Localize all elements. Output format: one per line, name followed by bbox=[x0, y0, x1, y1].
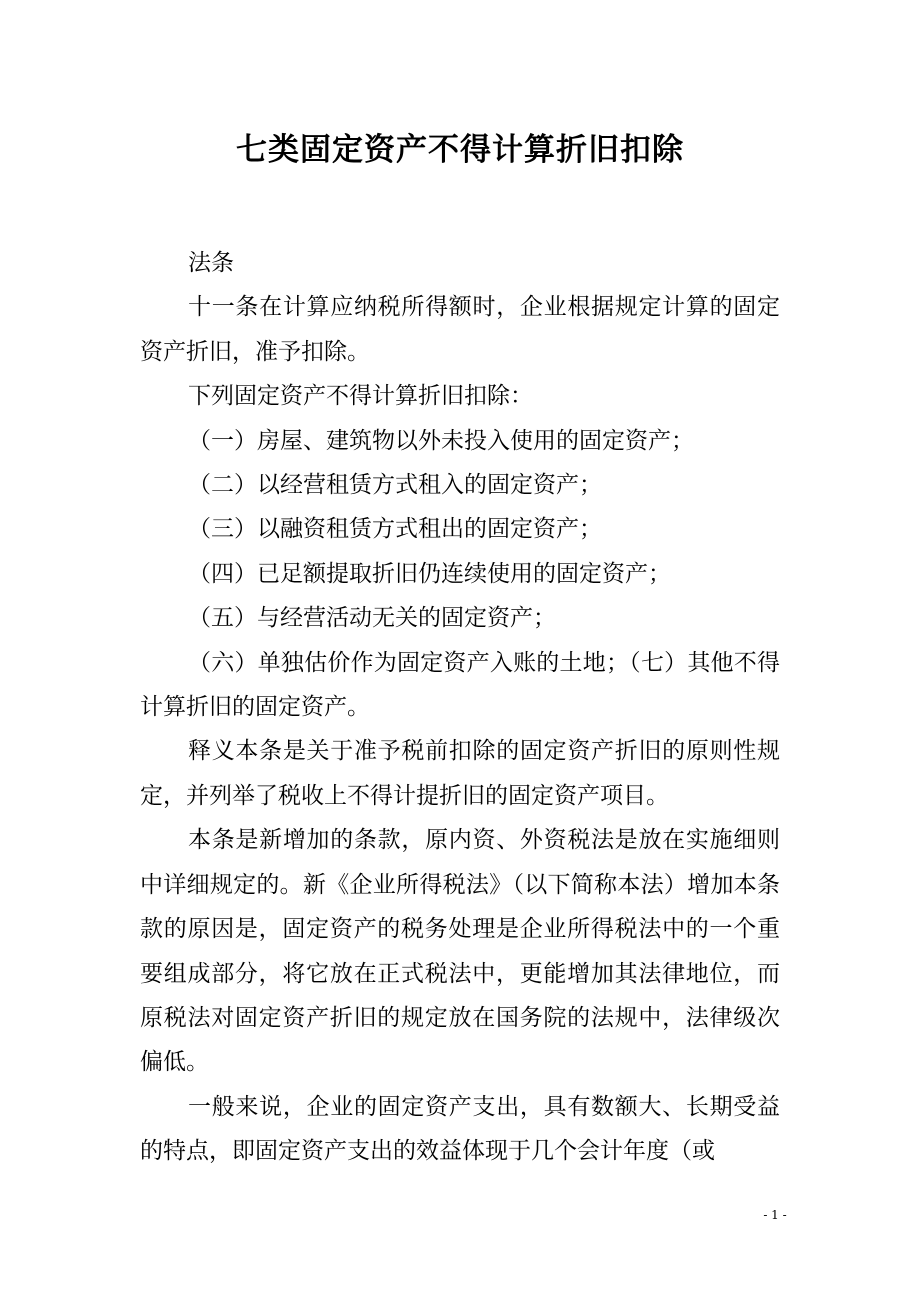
paragraph-interpretation: 释义本条是关于准予税前扣除的固定资产折旧的原则性规定，并列举了税收上不得计提折旧的固定资产项目。 bbox=[140, 738, 780, 809]
list-item-3: （三）以融资租赁方式租出的固定资产； bbox=[188, 516, 602, 543]
document-body bbox=[140, 241, 780, 1174]
list-item-6-7: （六）单独估价作为固定资产入账的土地；（七）其他不得计算折旧的固定资产。 bbox=[140, 649, 780, 721]
list-item-4: （四）已足额提取折旧仍连续使用的固定资产； bbox=[188, 560, 671, 587]
paragraph-exclusions-intro: 下列固定资产不得计算折旧扣除： bbox=[188, 383, 533, 410]
list-item-1: （一）房屋、建筑物以外未投入使用的固定资产； bbox=[188, 427, 694, 454]
paragraph-general: 一般来说，企业的固定资产支出，具有数额大、长期受益的特点，即固定资产支出的效益体现于几个会计年度（或 bbox=[140, 1093, 780, 1165]
list-item-5: （五）与经营活动无关的固定资产； bbox=[188, 605, 556, 632]
page-number: - 1 - bbox=[763, 1208, 787, 1222]
document-title: 七类固定资产不得计算折旧扣除 bbox=[236, 132, 684, 168]
paragraph-heading-fatiao: 法条 bbox=[188, 250, 234, 276]
paragraph-article-11: 十一条在计算应纳税所得额时，企业根据规定计算的固定资产折旧，准予扣除。 bbox=[140, 294, 780, 365]
list-item-2: （二）以经营租赁方式租入的固定资产； bbox=[188, 472, 602, 499]
paragraph-new-clause: 本条是新增加的条款，原内资、外资税法是放在实施细则中详细规定的。新《企业所得税法》（以下简称本法）增加本条款的原因是，固定资产的税务处理是企业所得税法中的一个重要组成部分，将它放在正式税法中，更能增加其法律地位，而原税法对固定资产折旧的规定放在国务院的法规中，法律级次偏低。 bbox=[140, 827, 780, 1076]
